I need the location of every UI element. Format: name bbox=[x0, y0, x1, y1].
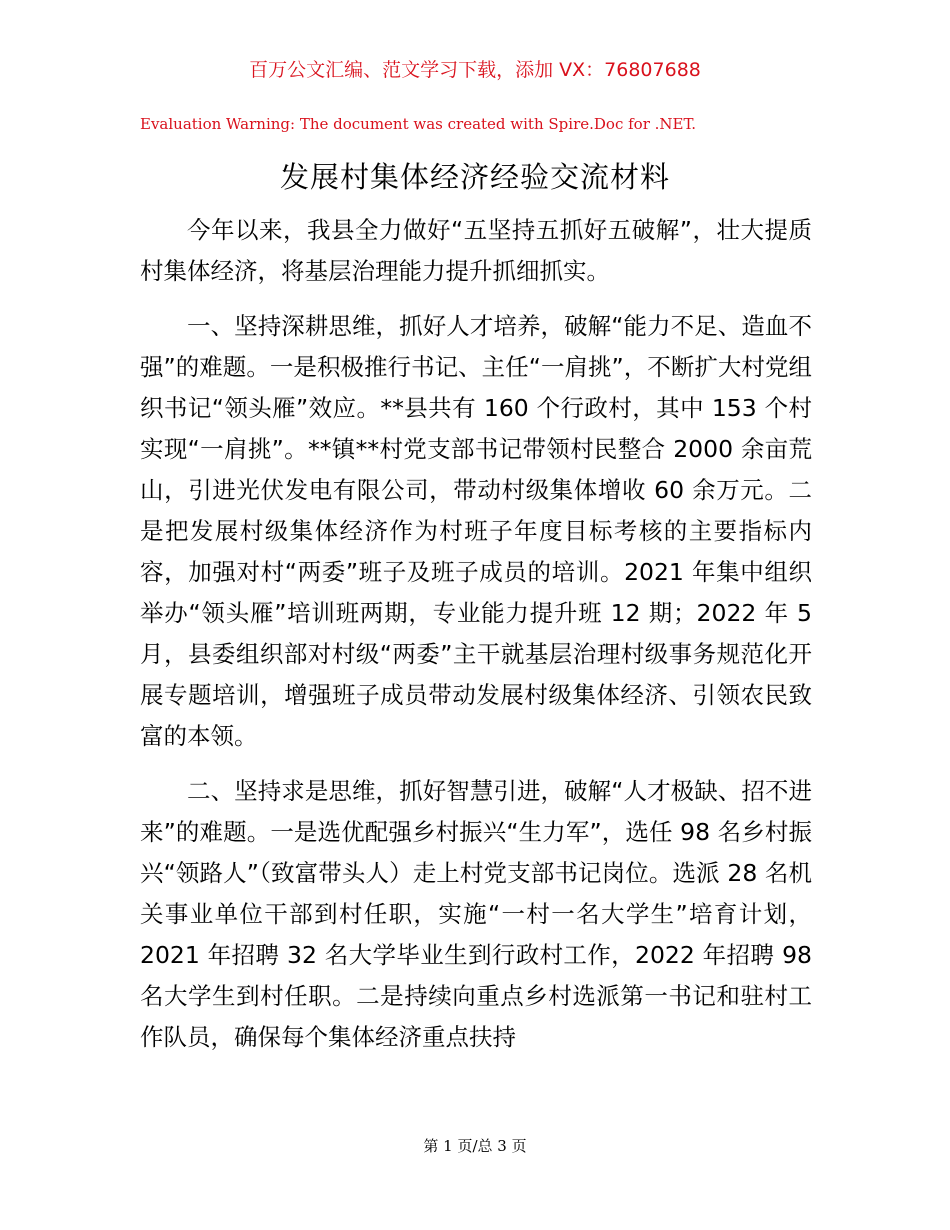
page-number: 第 1 页/总 3 页 bbox=[423, 1137, 527, 1155]
document-title: 发展村集体经济经验交流材料 bbox=[279, 160, 670, 194]
paragraph-intro: 今年以来，我县全力做好“五坚持五抓好五破解”，壮大提质村集体经济，将基层治理能力提升抓细抓实。 bbox=[140, 216, 812, 285]
evaluation-warning: Evaluation Warning: The document was created with Spire.Doc for .NET. bbox=[140, 115, 697, 133]
document-body bbox=[140, 210, 812, 1072]
paragraph-section-1: 一、坚持深耕思维，抓好人才培养，破解“能力不足、造血不强”的难题。一是积极推行书记、主任“一肩挑”，不断扩大村党组织书记“领头雁”效应。**县共有 160 个行政村，其中 153 个村实现“一肩挑”。**镇**村党支部书记带领村民整合 2000 余亩荒山，引进光伏发电有限公司，带动村级集体增收 60 余万元。二是把发展村级集体经济作为村班子年度目标考核的主要指标内容，加强对村“两委”班子及班子成员的培训。2021 年集中组织举办“领头雁”培训班两期，专业能力提升班 12 期；2022 年 5 月，县委组织部对村级“两委”主干就基层治理村级事务规范化开展专题培训，增强班子成员带动发展村级集体经济、引领农民致富的本领。 bbox=[140, 312, 812, 750]
paragraph-section-2: 二、坚持求是思维，抓好智慧引进，破解“人才极缺、招不进来”的难题。一是选优配强乡村振兴“生力军”，选任 98 名乡村振兴“领路人”（致富带头人）走上村党支部书记岗位。选派 28 名机关事业单位干部到村任职，实施“一村一名大学生”培育计划，2021 年招聘 32 名大学毕业生到行政村工作，2022 年招聘 98 名大学生到村任职。二是持续向重点乡村选派第一书记和驻村工作队员，确保每个集体经济重点扶持 bbox=[140, 777, 812, 1051]
promo-banner: 百万公文汇编、范文学习下载，添加 VX：76807688 bbox=[249, 59, 701, 81]
